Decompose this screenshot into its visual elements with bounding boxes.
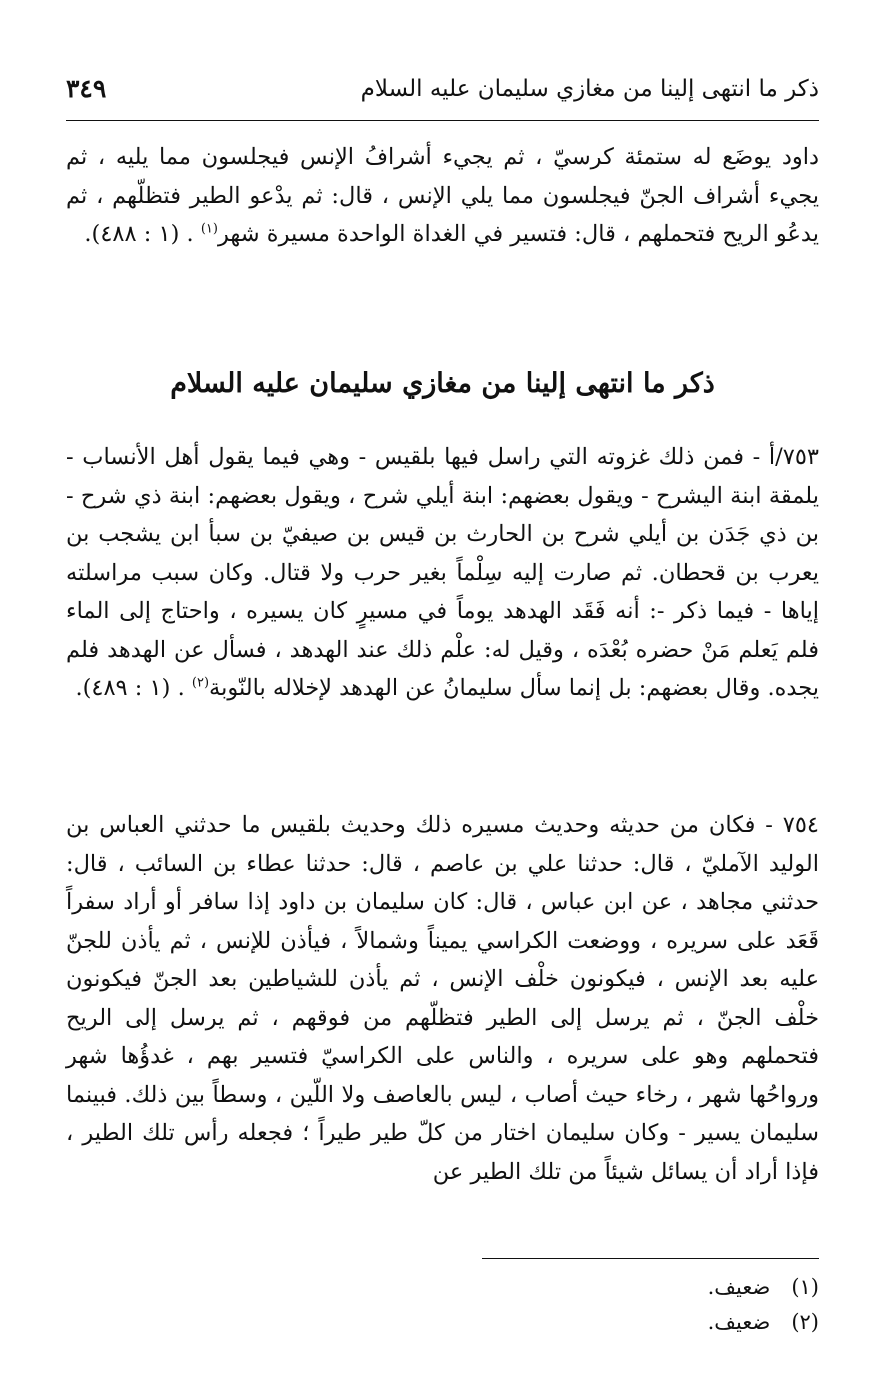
footnote-2	[66, 1305, 819, 1340]
intro-citation: . (١ : ٤٨٨).	[84, 221, 194, 247]
footnote-rule	[482, 1258, 819, 1259]
section-heading: ذكر ما انتهى إلينا من مغازي سليمان عليه السلام	[170, 368, 715, 399]
paragraph-753-citation: . (١ : ٤٨٩).	[75, 675, 185, 701]
intro-text: داود يوضَع له ستمئة كرسيّ ، ثم يجيء أشرافُ الإنس فيجلسون مما يليه ، ثم يجيء أشراف الجنّ فيجلسون مما يلي الإنس ، قال: ثم يدْعو الطير فتظلّهم ، ثم يدعُو الريح فتحملهم ، قال: فتسير في الغداة الواحدة مسيرة شهر	[66, 144, 819, 247]
footnote-ref-1[interactable]: (١)	[200, 221, 218, 237]
footnotes	[66, 1270, 819, 1340]
footnote-ref-2[interactable]: (٢)	[191, 675, 210, 691]
paragraph-753	[66, 438, 819, 708]
page-number: ٣٤٩	[66, 74, 107, 103]
footnote-number: (٢)	[791, 1310, 819, 1334]
paragraph-754: ٧٥٤ - فكان من حديثه وحديث مسيره ذلك وحديث بلقيس ما حدثني العباس بن الوليد الآمليّ ، قال: حدثنا علي بن عاصم ، قال: حدثنا عطاء بن السائب ، قال: حدثني مجاهد ، عن ابن عباس ، قال: كان سليمان بن داود إذا سافر أو أراد سفراً قَعَد على سريره ، ووضعت الكراسي يميناً وشمالاً ، فيأذن للإنس ، ثم يأذن للجنّ عليه بعد الإنس ، فيكونون خلْف الإنس ، ثم يأذن للشياطين بعد الجنّ فيكونون خلْف الجنّ ، ثم يرسل إلى الطير فتظلّهم من فوقهم ، ثم يرسل إلى الريح فتحملهم وهو على سريره ، والناس على الكراسيّ فتسير بهم ، غدؤُها شهر ورواحُها شهر ، رخاء حيث أصاب ، ليس بالعاصف ولا اللّين ، وسطاً بين ذلك. فبينما سليمان يسير - وكان سليمان اختار من كلّ طير طيراً ؛ فجعله رأس تلك الطير ، فإذا أراد أن يسائل شيئاً من تلك الطير عن	[66, 812, 819, 1185]
footnote-number: (١)	[791, 1275, 819, 1299]
page-header	[66, 70, 819, 110]
header-rule	[66, 120, 819, 121]
footnote-1	[66, 1270, 819, 1305]
footnote-text: ضعيف.	[707, 1275, 771, 1299]
running-title: ذكر ما انتهى إلينا من مغازي سليمان عليه السلام	[360, 76, 819, 102]
paragraph-753-text: ٧٥٣/أ - فمن ذلك غزوته التي راسل فيها بلقيس - وهي فيما يقول أهل الأنساب - يلمقة ابنة اليشرح - ويقول بعضهم: ابنة أيلي شرح ، ويقول بعضهم: ابنة ذي شرح - بن ذي جَدَن بن أيلي شرح بن الحارث بن قيس بن صيفيّ بن سبأ ابن يشجب بن يعرب بن قحطان. ثم صارت إليه سِلْماً بغير حرب ولا قتال. وكان سبب مراسلته إياها - فيما ذكر -: أنه فَقَد الهدهد يوماً في مسيرٍ كان يسيره ، واحتاج إلى الماء فلم يَعلم مَنْ حضره بُعْدَه ، وقيل له: علْم ذلك عند الهدهد ، فسأل عن الهدهد فلم يجده. وقال بعضهم: بل إنما سأل سليمانُ عن الهدهد لإخلاله بالنّوبة	[66, 444, 819, 701]
intro-paragraph	[66, 138, 819, 254]
footnote-text: ضعيف.	[707, 1310, 771, 1334]
